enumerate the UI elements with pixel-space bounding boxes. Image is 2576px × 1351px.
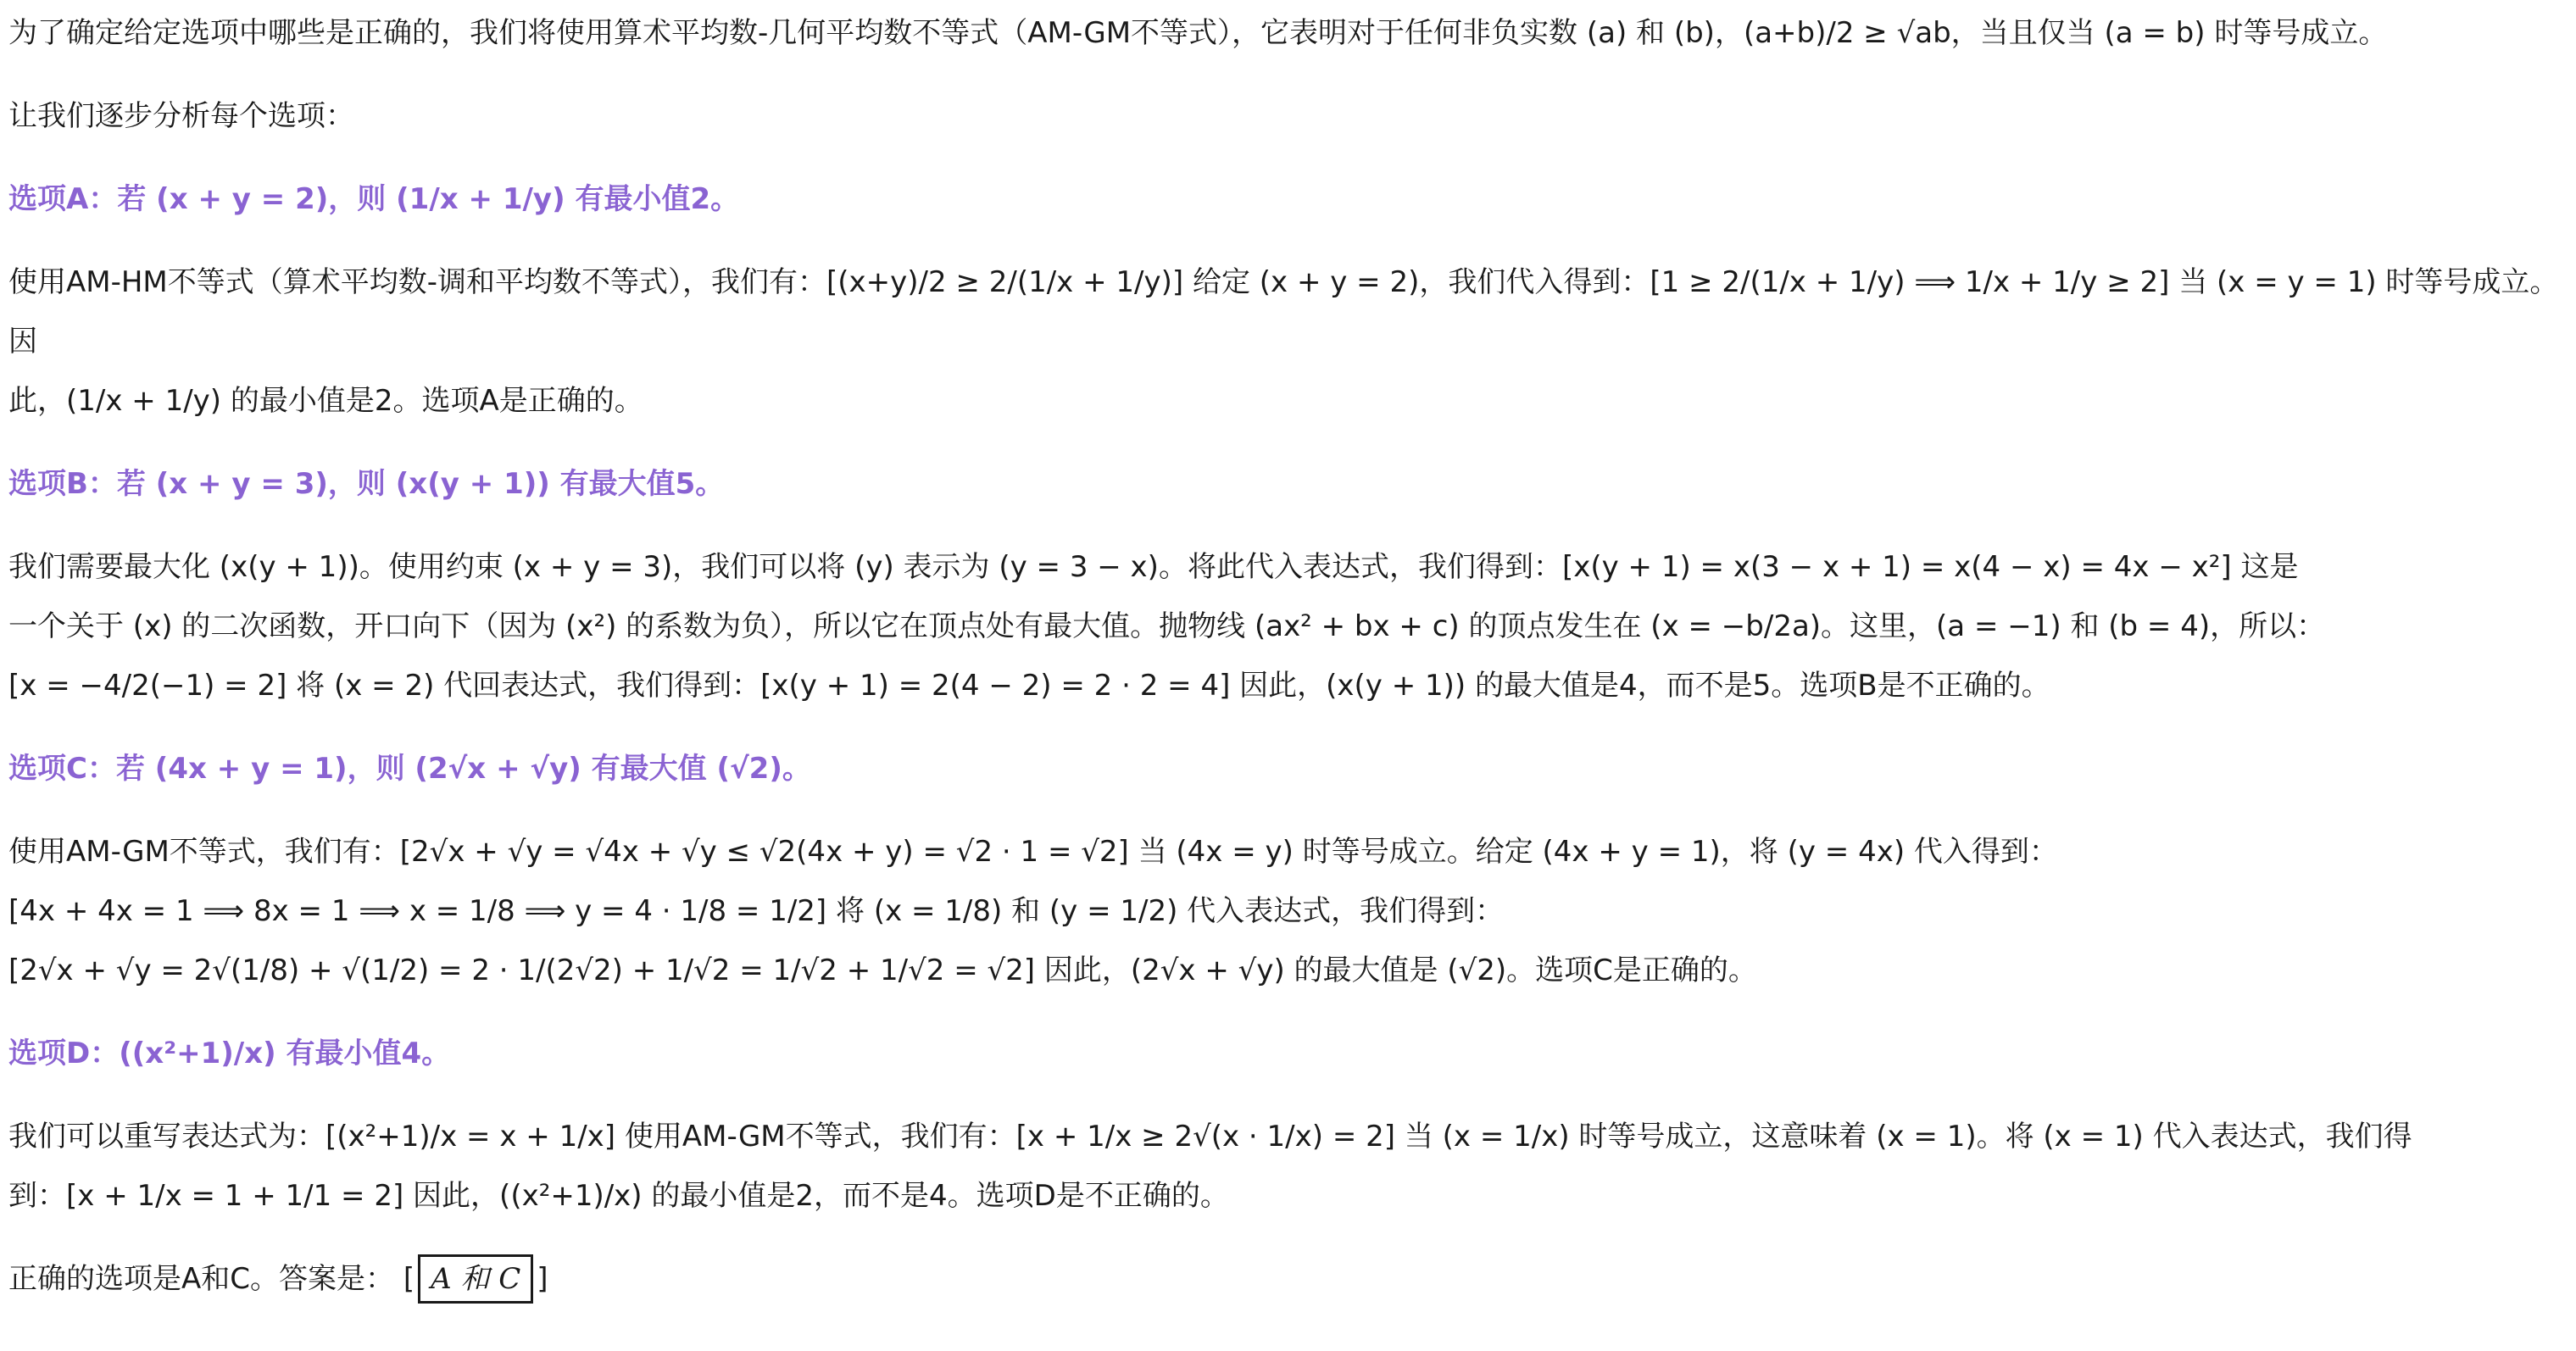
- option-c-line-2: [4x + 4x = 1 ⟹ 8x = 1 ⟹ x = 1/8 ⟹ y = 4 · 1/8 = 1/2] 将 (x = 1/8) 和 (y = 1/2) 代入表达式，我们得到：: [8, 894, 1505, 928]
- option-b-heading: 选项B：若 (x + y = 3)，则 (x(y + 1)) 有最大值5。: [8, 467, 725, 501]
- option-d-line-1: 我们可以重写表达式为：[(x²+1)/x = x + 1/x] 使用AM-GM不等式，我们有：[x + 1/x ≥ 2√(x · 1/x) = 2] 当 (x = 1/x) 时等号成立，这意味着 (x = 1)。将 (x = 1) 代入表达式，我们得: [8, 1120, 2412, 1154]
- option-b-line-1: 我们需要最大化 (x(y + 1))。使用约束 (x + y = 3)，我们可以将 (y) 表示为 (y = 3 − x)。将此代入表达式，我们得到：[x(y + 1) = x(3 − x + 1) = x(4 − x) = 4x − x²] 这是: [8, 550, 2299, 584]
- conclusion-paragraph: 正确的选项是A和C。答案是： [ A 和 C ]: [8, 1249, 2568, 1309]
- option-d-heading: 选项D：((x²+1)/x) 有最小值4。: [8, 1037, 451, 1070]
- option-c-heading: 选项C：若 (4x + y = 1)，则 (2√x + √y) 有最大值 (√2)。: [8, 752, 811, 786]
- lead-paragraph: 让我们逐步分析每个选项：: [8, 99, 354, 133]
- option-b-line-3: [x = −4/2(−1) = 2] 将 (x = 2) 代回表达式，我们得到：[x(y + 1) = 2(4 − 2) = 2 · 2 = 4] 因此，(x(y + 1)) 的最大值是4，而不是5。选项B是不正确的。: [8, 669, 2050, 703]
- option-a-line-2: 此，(1/x + 1/y) 的最小值是2。选项A是正确的。: [8, 384, 643, 418]
- option-c-line-3: [2√x + √y = 2√(1/8) + √(1/2) = 2 · 1/(2√2) + 1/√2 = 1/√2 + 1/√2 = √2] 因此，(2√x + √y) 的最大值是 (√2)。选项C是正确的。: [8, 953, 1757, 987]
- intro-paragraph: 为了确定给定选项中哪些是正确的，我们将使用算术平均数-几何平均数不等式（AM-GM不等式），它表明对于任何非负实数 (a) 和 (b)，(a+b)/2 ≥ √ab，当且仅当 (a = b) 时等号成立。: [8, 16, 2388, 50]
- option-b-line-2: 一个关于 (x) 的二次函数，开口向下（因为 (x²) 的系数为负），所以它在顶点处有最大值。抛物线 (ax² + bx + c) 的顶点发生在 (x = −b/2a)。这里，(a = −1) 和 (b = 4)，所以：: [8, 609, 2326, 643]
- conclusion-text: 正确的选项是A和C。答案是：: [8, 1262, 394, 1296]
- option-a-line-1: 使用AM-HM不等式（算术平均数-调和平均数不等式），我们有：[(x+y)/2 ≥ 2/(1/x + 1/y)] 给定 (x + y = 2)，我们代入得到：[1 ≥ 2/(1/x + 1/y) ⟹ 1/x + 1/y ≥ 2] 当 (x = y = 1) 时等号成立。因: [8, 265, 2559, 359]
- option-a-heading: 选项A：若 (x + y = 2)，则 (1/x + 1/y) 有最小值2。: [8, 182, 740, 216]
- answer-box: A 和 C: [418, 1254, 533, 1304]
- option-d-line-2: 到：[x + 1/x = 1 + 1/1 = 2] 因此，((x²+1)/x) 的最小值是2，而不是4。选项D是不正确的。: [8, 1179, 1229, 1213]
- option-c-line-1: 使用AM-GM不等式，我们有：[2√x + √y = √4x + √y ≤ √2(4x + y) = √2 · 1 = √2] 当 (4x = y) 时等号成立。给定 (4x + y = 1)，将 (y = 4x) 代入得到：: [8, 835, 2058, 869]
